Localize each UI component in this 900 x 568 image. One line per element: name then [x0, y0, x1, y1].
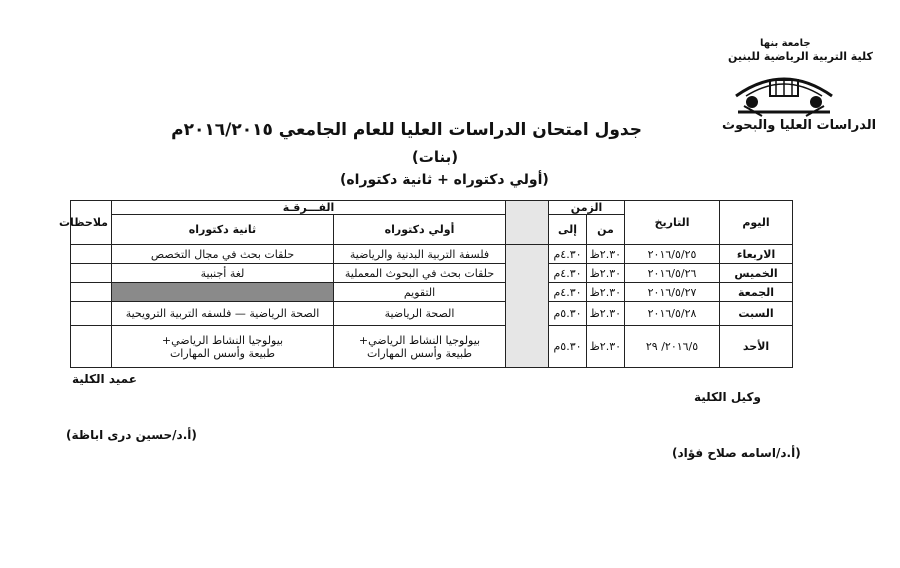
day-cell: الجمعة — [720, 283, 793, 302]
from-cell: ٢.٣٠ظ — [587, 326, 625, 368]
dean-name: (أ.د/حسين درى اباظة) — [66, 428, 197, 442]
second-phd-cell: حلقات بحث في مجال التخصص — [112, 245, 334, 264]
seal-emblem-icon — [732, 66, 836, 118]
first-phd-line-1: بيولوجيا النشاط الرياضي+ — [358, 333, 481, 347]
levels-label: (أولي دكتوراه + ثانية دكتوراه) — [340, 172, 549, 188]
dean-title: عميد الكلية — [72, 372, 137, 386]
table-row — [71, 245, 793, 264]
first-phd-cell — [334, 326, 506, 368]
date-cell: ٢٠١٦/٥/٢٨ — [625, 302, 720, 326]
header-division: الفـــرقـة — [112, 201, 506, 215]
second-phd-cell — [112, 326, 334, 368]
table-row — [71, 283, 793, 302]
exam-schedule-table — [59, 200, 793, 368]
first-phd-cell: فلسفة التربية البدنية والرياضية — [334, 245, 506, 264]
vice-dean-name: (أ.د/اسامه صلاح فؤاد) — [672, 446, 801, 460]
from-cell: ٢.٣٠ظ — [587, 264, 625, 283]
page-subtitle: (بنات) — [411, 148, 459, 166]
first-phd-line-2: طبيعة وأسس المهارات — [366, 346, 473, 360]
from-cell: ٢.٣٠ظ — [587, 302, 625, 326]
notes-cell — [71, 264, 112, 283]
header-time: الزمن — [549, 201, 625, 215]
notes-cell — [71, 283, 112, 302]
day-cell: الخميس — [720, 264, 793, 283]
to-cell: ٤.٣٠م — [549, 264, 587, 283]
first-phd-cell: التقويم — [334, 283, 506, 302]
table-row — [71, 264, 793, 283]
vice-dean-title: وكيل الكلية — [694, 390, 761, 404]
notes-cell — [71, 245, 112, 264]
separator-cell — [506, 245, 549, 368]
second-phd-line-1: بيولوجيا النشاط الرياضي+ — [161, 333, 284, 347]
day-cell: السبت — [720, 302, 793, 326]
to-cell: ٥.٣٠م — [549, 326, 587, 368]
table-row — [71, 302, 793, 326]
day-cell: الاربعاء — [720, 245, 793, 264]
to-cell: ٤.٣٠م — [549, 245, 587, 264]
second-phd-cell-blocked — [112, 283, 334, 302]
second-phd-cell: الصحة الرياضية — فلسفه التربية الترويحية — [112, 302, 334, 326]
header-to: إلى — [549, 215, 587, 245]
to-cell: ٤.٣٠م — [549, 283, 587, 302]
first-phd-cell: حلقات بحث في البحوث المعملية — [334, 264, 506, 283]
notes-cell — [71, 326, 112, 368]
header-day: اليوم — [720, 201, 793, 245]
date-cell: ٢٠١٦/٥/٢٧ — [625, 283, 720, 302]
faculty-logo — [722, 36, 877, 144]
table-row — [71, 326, 793, 368]
from-cell: ٢.٣٠ظ — [587, 283, 625, 302]
date-cell: ٢٠١٦/٥/٢٥ — [625, 245, 720, 264]
university-name: جامعة بنها — [760, 38, 811, 49]
to-cell: ٥.٣٠م — [549, 302, 587, 326]
second-phd-line-2: طبيعة وأسس المهارات — [169, 346, 276, 360]
header-date: التاريخ — [625, 201, 720, 245]
date-cell: ٢٠١٦/٥/ ٢٩ — [625, 326, 720, 368]
from-cell: ٢.٣٠ظ — [587, 245, 625, 264]
header-blank — [506, 201, 549, 245]
header-first-phd: أولي دكتوراه — [334, 215, 506, 245]
header-from: من — [587, 215, 625, 245]
date-cell: ٢٠١٦/٥/٢٦ — [625, 264, 720, 283]
notes-cell — [71, 302, 112, 326]
second-phd-cell: لغة أجنبية — [112, 264, 334, 283]
page-title: جدول امتحان الدراسات العليا للعام الجامعي ٢٠١٦/٢٠١٥م — [171, 120, 642, 140]
first-phd-cell: الصحة الرياضية — [334, 302, 506, 326]
day-cell: الأحد — [720, 326, 793, 368]
faculty-name: كلية التربية الرياضية للبنين — [728, 50, 873, 63]
department-name: الدراسات العليا والبحوث — [722, 118, 877, 133]
header-second-phd: ثانية دكتوراه — [112, 215, 334, 245]
header-notes: ملاحظات — [71, 201, 112, 245]
